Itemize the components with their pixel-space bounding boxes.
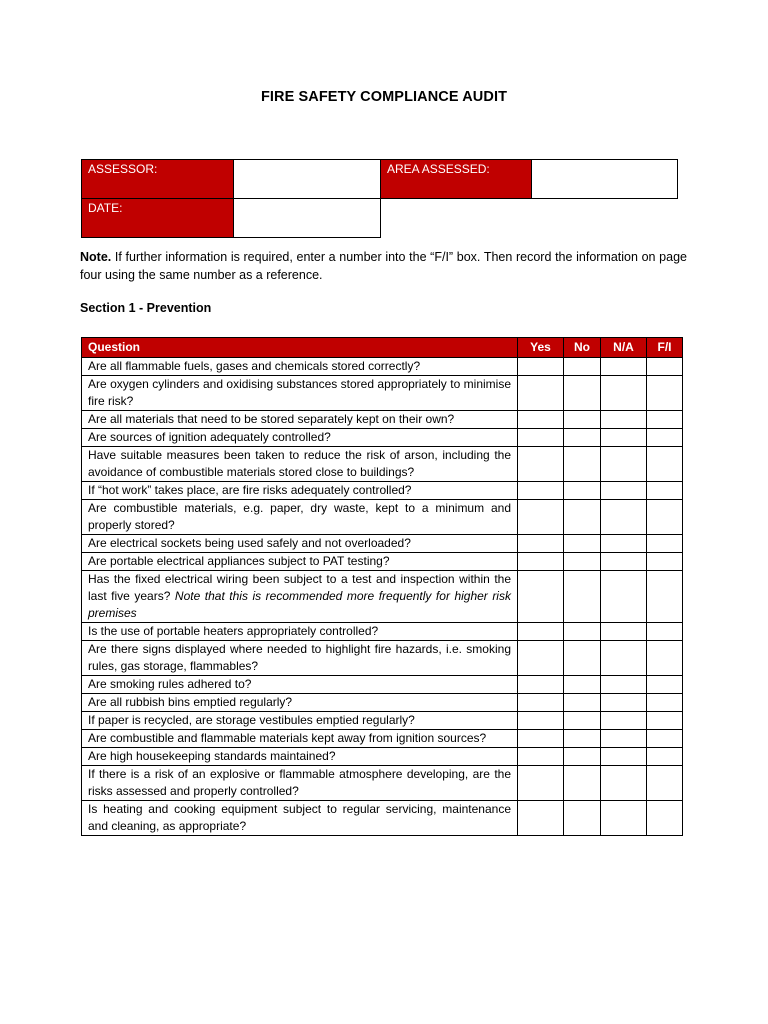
na-checkbox-cell[interactable]	[601, 676, 647, 694]
checklist-row	[82, 376, 683, 411]
na-checkbox-cell[interactable]	[601, 730, 647, 748]
no-checkbox-cell[interactable]	[564, 535, 601, 553]
question-label: If “hot work” takes place, are fire risks adequately controlled?	[88, 483, 412, 497]
na-checkbox-cell[interactable]	[601, 766, 647, 801]
question-label: Is heating and cooking equipment subject to regular servicing, maintenance and cleaning, as appropriate?	[88, 802, 511, 833]
question-text	[82, 641, 518, 676]
na-checkbox-cell[interactable]	[601, 712, 647, 730]
question-text	[82, 447, 518, 482]
yes-checkbox-cell[interactable]	[518, 447, 564, 482]
fi-checkbox-cell[interactable]	[647, 500, 683, 535]
na-checkbox-cell[interactable]	[601, 447, 647, 482]
na-checkbox-cell[interactable]	[601, 376, 647, 411]
no-checkbox-cell[interactable]	[564, 411, 601, 429]
date-field[interactable]	[234, 199, 381, 238]
question-label: Are smoking rules adhered to?	[88, 677, 252, 691]
fi-checkbox-cell[interactable]	[647, 376, 683, 411]
yes-checkbox-cell[interactable]	[518, 730, 564, 748]
no-checkbox-cell[interactable]	[564, 376, 601, 411]
question-label: Is the use of portable heaters appropriately controlled?	[88, 624, 379, 638]
checklist-row	[82, 766, 683, 801]
question-label: Are high housekeeping standards maintained?	[88, 749, 336, 763]
fi-checkbox-cell[interactable]	[647, 766, 683, 801]
no-checkbox-cell[interactable]	[564, 482, 601, 500]
yes-checkbox-cell[interactable]	[518, 553, 564, 571]
no-checkbox-cell[interactable]	[564, 801, 601, 836]
na-checkbox-cell[interactable]	[601, 482, 647, 500]
no-checkbox-cell[interactable]	[564, 623, 601, 641]
question-label: Are combustible materials, e.g. paper, dry waste, kept to a minimum and properly stored?	[88, 501, 511, 532]
yes-checkbox-cell[interactable]	[518, 801, 564, 836]
no-checkbox-cell[interactable]	[564, 712, 601, 730]
na-checkbox-cell[interactable]	[601, 411, 647, 429]
question-label: Have suitable measures been taken to reduce the risk of arson, including the avoidance of combustible materials stored close to buildings?	[88, 448, 511, 479]
checklist-row	[82, 447, 683, 482]
checklist-row	[82, 358, 683, 376]
na-checkbox-cell[interactable]	[601, 553, 647, 571]
column-header-no: No	[564, 338, 601, 358]
yes-checkbox-cell[interactable]	[518, 571, 564, 623]
question-label: Are there signs displayed where needed to highlight fire hazards, i.e. smoking rules, gas storage, flammables?	[88, 642, 511, 673]
yes-checkbox-cell[interactable]	[518, 411, 564, 429]
fi-checkbox-cell[interactable]	[647, 712, 683, 730]
area-assessed-field[interactable]	[532, 160, 678, 199]
question-label: Are all flammable fuels, gases and chemicals stored correctly?	[88, 359, 421, 373]
na-checkbox-cell[interactable]	[601, 641, 647, 676]
na-checkbox-cell[interactable]	[601, 748, 647, 766]
na-checkbox-cell[interactable]	[601, 358, 647, 376]
question-text	[82, 376, 518, 411]
no-checkbox-cell[interactable]	[564, 358, 601, 376]
checklist-row	[82, 535, 683, 553]
question-text	[82, 535, 518, 553]
fi-checkbox-cell[interactable]	[647, 801, 683, 836]
question-label: Are sources of ignition adequately controlled?	[88, 430, 331, 444]
no-checkbox-cell[interactable]	[564, 429, 601, 447]
column-header-yes: Yes	[518, 338, 564, 358]
no-checkbox-cell[interactable]	[564, 553, 601, 571]
question-label: Are portable electrical appliances subject to PAT testing?	[88, 554, 390, 568]
fi-checkbox-cell[interactable]	[647, 694, 683, 712]
page-title: FIRE SAFETY COMPLIANCE AUDIT	[260, 89, 508, 105]
question-text	[82, 411, 518, 429]
header-spacer	[532, 199, 678, 238]
fi-checkbox-cell[interactable]	[647, 482, 683, 500]
yes-checkbox-cell[interactable]	[518, 641, 564, 676]
header-spacer	[381, 199, 532, 238]
checklist-header-row	[82, 338, 683, 358]
yes-checkbox-cell[interactable]	[518, 429, 564, 447]
checklist-row	[82, 676, 683, 694]
note-text: If further information is required, enter a number into the “F/I” box. Then record the information on page four using the same number as a reference.	[80, 250, 687, 282]
fi-checkbox-cell[interactable]	[647, 535, 683, 553]
question-text	[82, 748, 518, 766]
area-assessed-label: AREA ASSESSED:	[381, 160, 532, 199]
question-text	[82, 482, 518, 500]
assessor-field[interactable]	[234, 160, 381, 199]
question-label: If there is a risk of an explosive or flammable atmosphere developing, are the risks assessed and properly controlled?	[88, 767, 511, 798]
fi-checkbox-cell[interactable]	[647, 641, 683, 676]
na-checkbox-cell[interactable]	[601, 535, 647, 553]
question-label: Are combustible and flammable materials kept away from ignition sources?	[88, 731, 487, 745]
checklist-row	[82, 641, 683, 676]
checklist-row	[82, 623, 683, 641]
section-heading: Section 1 - Prevention	[80, 301, 212, 315]
question-text	[82, 730, 518, 748]
question-label: Are all rubbish bins emptied regularly?	[88, 695, 293, 709]
checklist-row	[82, 712, 683, 730]
prevention-checklist	[81, 337, 683, 836]
question-text	[82, 712, 518, 730]
na-checkbox-cell[interactable]	[601, 694, 647, 712]
question-label: Are all materials that need to be stored separately kept on their own?	[88, 412, 455, 426]
question-text	[82, 500, 518, 535]
na-checkbox-cell[interactable]	[601, 801, 647, 836]
column-header-fi: F/I	[647, 338, 683, 358]
fi-checkbox-cell[interactable]	[647, 623, 683, 641]
audit-header-table	[81, 159, 678, 238]
question-text	[82, 429, 518, 447]
no-checkbox-cell[interactable]	[564, 694, 601, 712]
checklist-row	[82, 730, 683, 748]
no-checkbox-cell[interactable]	[564, 676, 601, 694]
fi-checkbox-cell[interactable]	[647, 730, 683, 748]
question-text	[82, 553, 518, 571]
no-checkbox-cell[interactable]	[564, 447, 601, 482]
note-lead: Note.	[80, 250, 112, 264]
checklist-row	[82, 571, 683, 623]
yes-checkbox-cell[interactable]	[518, 748, 564, 766]
checklist-row	[82, 748, 683, 766]
fi-checkbox-cell[interactable]	[647, 411, 683, 429]
checklist-row	[82, 500, 683, 535]
assessor-label: ASSESSOR:	[82, 160, 234, 199]
checklist-row	[82, 694, 683, 712]
fi-checkbox-cell[interactable]	[647, 571, 683, 623]
no-checkbox-cell[interactable]	[564, 766, 601, 801]
checklist-row	[82, 482, 683, 500]
no-checkbox-cell[interactable]	[564, 500, 601, 535]
na-checkbox-cell[interactable]	[601, 623, 647, 641]
na-checkbox-cell[interactable]	[601, 571, 647, 623]
column-header-question: Question	[82, 338, 518, 358]
question-text	[82, 623, 518, 641]
no-checkbox-cell[interactable]	[564, 641, 601, 676]
checklist-row	[82, 429, 683, 447]
question-text	[82, 358, 518, 376]
checklist-row	[82, 411, 683, 429]
question-text	[82, 766, 518, 801]
yes-checkbox-cell[interactable]	[518, 535, 564, 553]
no-checkbox-cell[interactable]	[564, 730, 601, 748]
na-checkbox-cell[interactable]	[601, 500, 647, 535]
column-header-na: N/A	[601, 338, 647, 358]
yes-checkbox-cell[interactable]	[518, 712, 564, 730]
question-label: Are oxygen cylinders and oxidising substances stored appropriately to minimise fire risk?	[88, 377, 511, 408]
yes-checkbox-cell[interactable]	[518, 676, 564, 694]
instruction-note	[80, 248, 687, 284]
fi-checkbox-cell[interactable]	[647, 429, 683, 447]
date-label: DATE:	[82, 199, 234, 238]
yes-checkbox-cell[interactable]	[518, 358, 564, 376]
no-checkbox-cell[interactable]	[564, 571, 601, 623]
question-label: Are electrical sockets being used safely and not overloaded?	[88, 536, 411, 550]
na-checkbox-cell[interactable]	[601, 429, 647, 447]
yes-checkbox-cell[interactable]	[518, 376, 564, 411]
yes-checkbox-cell[interactable]	[518, 694, 564, 712]
fi-checkbox-cell[interactable]	[647, 748, 683, 766]
question-text	[82, 694, 518, 712]
question-text	[82, 801, 518, 836]
checklist-row	[82, 553, 683, 571]
checklist-row	[82, 801, 683, 836]
question-text	[82, 571, 518, 623]
yes-checkbox-cell[interactable]	[518, 623, 564, 641]
fi-checkbox-cell[interactable]	[647, 676, 683, 694]
question-note: Note that this is recommended more frequently for higher risk premises	[88, 589, 511, 620]
yes-checkbox-cell[interactable]	[518, 766, 564, 801]
yes-checkbox-cell[interactable]	[518, 482, 564, 500]
question-label: Has the fixed electrical wiring been subject to a test and inspection within the last five years?	[88, 572, 511, 603]
fi-checkbox-cell[interactable]	[647, 358, 683, 376]
no-checkbox-cell[interactable]	[564, 748, 601, 766]
question-text	[82, 676, 518, 694]
yes-checkbox-cell[interactable]	[518, 500, 564, 535]
question-label: If paper is recycled, are storage vestibules emptied regularly?	[88, 713, 415, 727]
fi-checkbox-cell[interactable]	[647, 447, 683, 482]
fi-checkbox-cell[interactable]	[647, 553, 683, 571]
